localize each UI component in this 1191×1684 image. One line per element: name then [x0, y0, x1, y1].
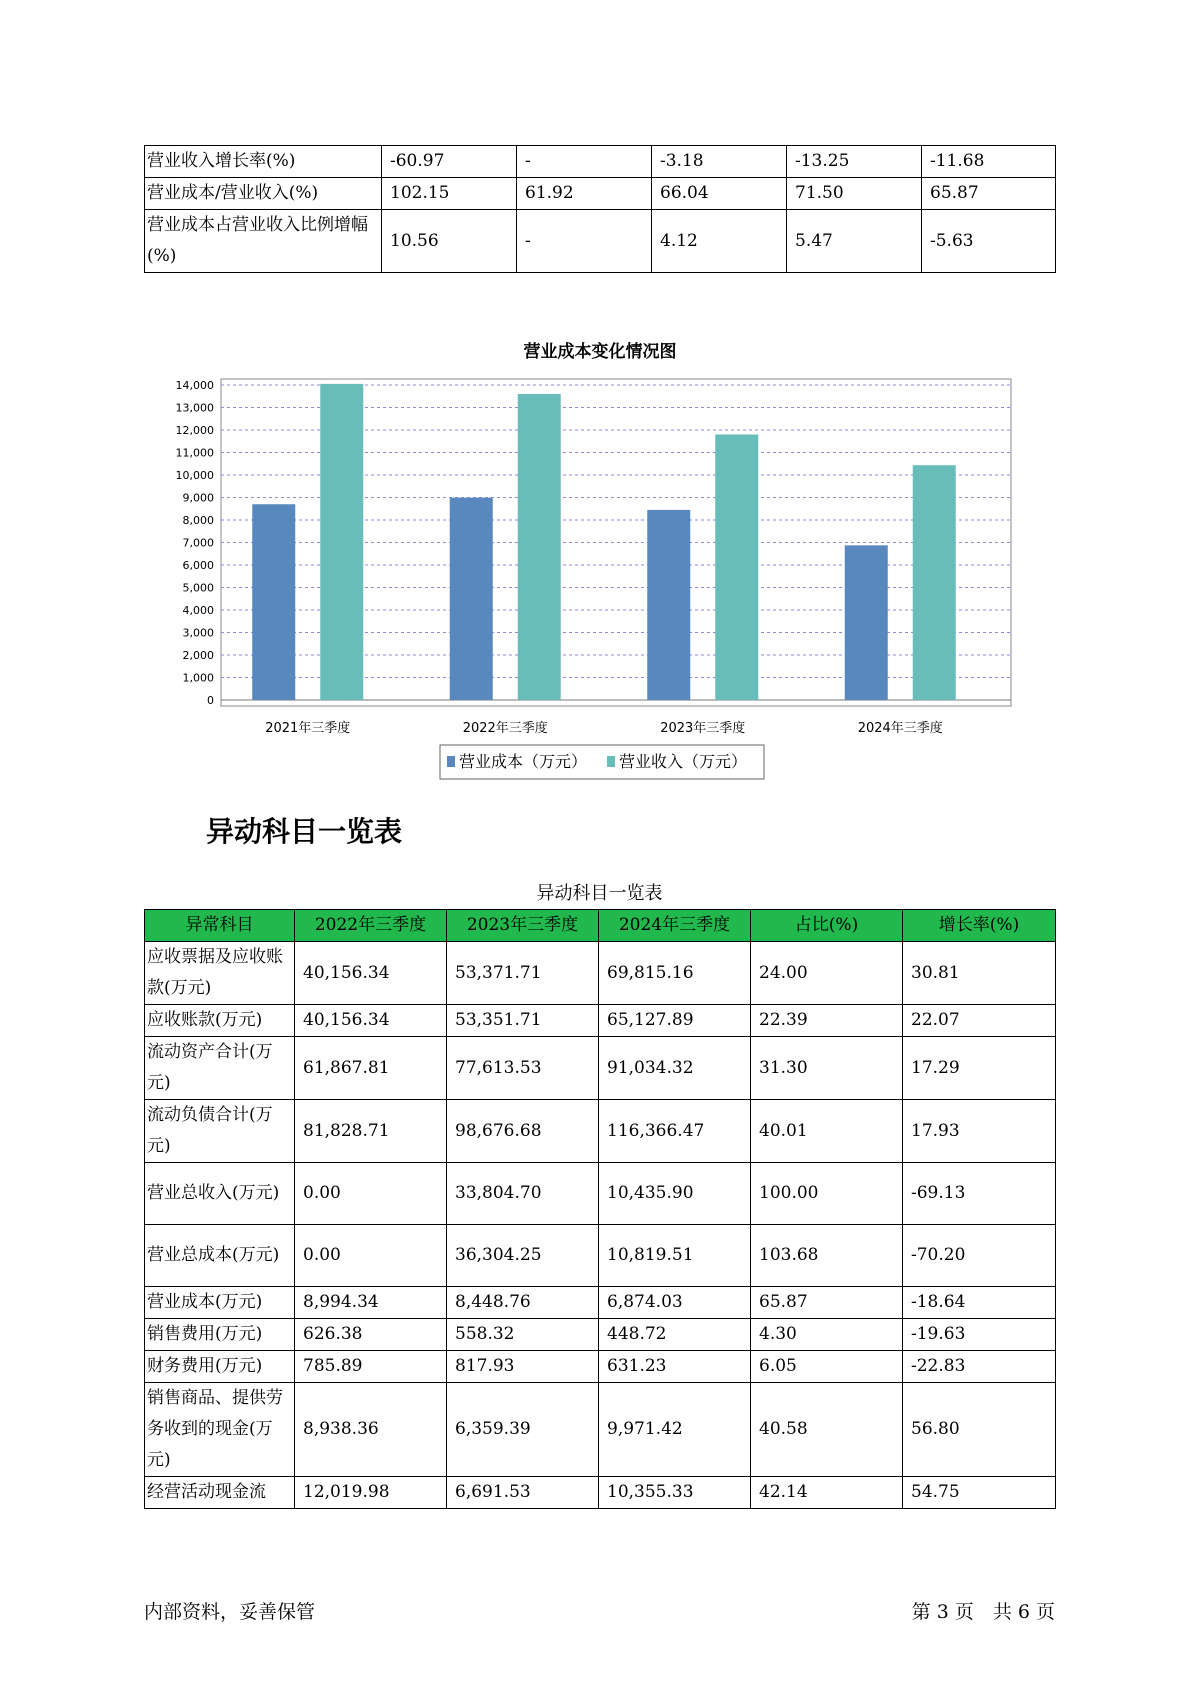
- row-label: 销售费用(万元): [145, 1319, 295, 1351]
- table-row: [145, 1100, 1056, 1163]
- row-label: 应收账款(万元): [145, 1005, 295, 1037]
- table-cell: 102.15: [382, 178, 517, 210]
- bar-revenue-2: [715, 435, 758, 701]
- table-row: [145, 1319, 1056, 1351]
- anomaly-table: [144, 909, 1056, 1509]
- table-cell: 103.68: [751, 1225, 903, 1287]
- table-cell: 10.56: [382, 210, 517, 273]
- table-cell: 785.89: [295, 1351, 447, 1383]
- y-tick-label: 0: [207, 694, 214, 707]
- chart-legend: [440, 745, 764, 779]
- row-label: 流动负债合计(万元): [145, 1100, 295, 1163]
- table-row: [145, 1351, 1056, 1383]
- footer-confidential: 内部资料，妥善保管: [144, 1601, 316, 1623]
- table-cell: 6.05: [751, 1351, 903, 1383]
- table-cell: 40,156.34: [295, 1005, 447, 1037]
- table-cell: 12,019.98: [295, 1477, 447, 1509]
- table-cell: 5.47: [787, 210, 922, 273]
- header-cell: 2023年三季度: [447, 910, 599, 942]
- table-cell: 81,828.71: [295, 1100, 447, 1163]
- x-category-label: 2021年三季度: [265, 721, 351, 736]
- table-cell: 0.00: [295, 1225, 447, 1287]
- table-cell: 61.92: [517, 178, 652, 210]
- table-cell: -60.97: [382, 146, 517, 178]
- chart-title: 营业成本变化情况图: [523, 342, 677, 362]
- y-tick-label: 2,000: [182, 649, 214, 662]
- y-tick-label: 6,000: [182, 559, 214, 572]
- legend-label-cost: 营业成本（万元）: [459, 752, 588, 771]
- footer-page-number: 第 3 页 共 6 页: [911, 1601, 1055, 1623]
- table-cell: 40.01: [751, 1100, 903, 1163]
- table-row: [145, 178, 1056, 210]
- bar-cost-1: [450, 498, 493, 700]
- y-tick-label: 12,000: [175, 424, 214, 437]
- bar-cost-3: [845, 545, 888, 700]
- cost-chart: [144, 325, 1055, 785]
- bar-revenue-1: [518, 394, 561, 700]
- y-tick-label: 7,000: [182, 536, 214, 550]
- table-row: [145, 1225, 1056, 1287]
- row-label: 营业收入增长率(%): [145, 146, 382, 178]
- table-caption: 异动科目一览表: [536, 883, 663, 904]
- table-cell: 631.23: [599, 1351, 751, 1383]
- table-cell: 40.58: [751, 1383, 903, 1477]
- table-cell: 8,994.34: [295, 1287, 447, 1319]
- bar-revenue-0: [320, 384, 363, 700]
- table-cell: 53,351.71: [447, 1005, 599, 1037]
- bar-revenue-3: [913, 465, 956, 700]
- table-cell: 10,435.90: [599, 1163, 751, 1225]
- section-heading: 异动科目一览表: [206, 815, 403, 848]
- table-cell: -11.68: [922, 146, 1056, 178]
- row-label: 营业总成本(万元): [145, 1225, 295, 1287]
- y-tick-label: 14,000: [175, 379, 214, 392]
- table-cell: 448.72: [599, 1319, 751, 1351]
- table-cell: 65.87: [922, 178, 1056, 210]
- table-cell: 8,448.76: [447, 1287, 599, 1319]
- table-cell: -69.13: [903, 1163, 1056, 1225]
- legend-swatch-revenue: [607, 756, 615, 767]
- bar-cost-2: [647, 510, 690, 700]
- y-tick-label: 4,000: [182, 604, 214, 617]
- table-row: [145, 1163, 1056, 1225]
- table-cell: 66.04: [652, 178, 787, 210]
- row-label: 营业成本(万元): [145, 1287, 295, 1319]
- table-header-row: [145, 910, 1056, 942]
- y-tick-label: 11,000: [175, 446, 214, 460]
- ratio-table: [144, 145, 1056, 273]
- table-cell: -18.64: [903, 1287, 1056, 1319]
- y-tick-label: 5,000: [182, 581, 214, 595]
- table-row: [145, 1287, 1056, 1319]
- row-label: 销售商品、提供劳务收到的现金(万元): [145, 1383, 295, 1477]
- table-cell: 30.81: [903, 942, 1056, 1005]
- table-cell: 31.30: [751, 1037, 903, 1100]
- table-row: [145, 146, 1056, 178]
- table-cell: -: [517, 210, 652, 273]
- table-cell: 17.29: [903, 1037, 1056, 1100]
- x-category-label: 2024年三季度: [857, 721, 943, 736]
- table-cell: -22.83: [903, 1351, 1056, 1383]
- table-cell: 77,613.53: [447, 1037, 599, 1100]
- table-cell: 69,815.16: [599, 942, 751, 1005]
- table-cell: 91,034.32: [599, 1037, 751, 1100]
- row-label: 应收票据及应收账款(万元): [145, 942, 295, 1005]
- table-cell: -19.63: [903, 1319, 1056, 1351]
- x-category-label: 2023年三季度: [660, 721, 746, 736]
- row-label: 财务费用(万元): [145, 1351, 295, 1383]
- y-tick-label: 13,000: [175, 401, 214, 415]
- table-row: [145, 210, 1056, 273]
- table-cell: -: [517, 146, 652, 178]
- y-tick-label: 8,000: [182, 514, 214, 527]
- table-cell: 558.32: [447, 1319, 599, 1351]
- x-category-label: 2022年三季度: [462, 721, 548, 736]
- table-row: [145, 1383, 1056, 1477]
- table-row: [145, 1477, 1056, 1509]
- table-cell: 61,867.81: [295, 1037, 447, 1100]
- row-label: 营业成本/营业收入(%): [145, 178, 382, 210]
- table-cell: 6,691.53: [447, 1477, 599, 1509]
- header-cell: 2022年三季度: [295, 910, 447, 942]
- table-cell: 33,804.70: [447, 1163, 599, 1225]
- table-cell: 4.30: [751, 1319, 903, 1351]
- table-cell: 4.12: [652, 210, 787, 273]
- row-label: 流动资产合计(万元): [145, 1037, 295, 1100]
- table-cell: 10,819.51: [599, 1225, 751, 1287]
- row-label: 营业成本占营业收入比例增幅(%): [145, 210, 382, 273]
- table-cell: 53,371.71: [447, 942, 599, 1005]
- table-cell: 98,676.68: [447, 1100, 599, 1163]
- table-row: [145, 942, 1056, 1005]
- table-cell: 100.00: [751, 1163, 903, 1225]
- table-cell: 6,359.39: [447, 1383, 599, 1477]
- y-tick-label: 1,000: [182, 671, 214, 685]
- table-cell: 9,971.42: [599, 1383, 751, 1477]
- table-cell: 817.93: [447, 1351, 599, 1383]
- table-cell: 116,366.47: [599, 1100, 751, 1163]
- legend-swatch-cost: [447, 756, 455, 767]
- table-cell: -13.25: [787, 146, 922, 178]
- table-row: [145, 1005, 1056, 1037]
- row-label: 营业总收入(万元): [145, 1163, 295, 1225]
- row-label: 经营活动现金流: [145, 1477, 295, 1509]
- table-cell: 0.00: [295, 1163, 447, 1225]
- table-cell: 56.80: [903, 1383, 1056, 1477]
- y-tick-label: 10,000: [175, 469, 214, 482]
- table-cell: -3.18: [652, 146, 787, 178]
- header-cell: 2024年三季度: [599, 910, 751, 942]
- table-cell: 71.50: [787, 178, 922, 210]
- table-cell: 24.00: [751, 942, 903, 1005]
- table-cell: 40,156.34: [295, 942, 447, 1005]
- table-cell: 8,938.36: [295, 1383, 447, 1477]
- table-cell: 65,127.89: [599, 1005, 751, 1037]
- y-tick-label: 3,000: [182, 626, 214, 640]
- y-tick-label: 9,000: [182, 491, 214, 505]
- table-cell: 65.87: [751, 1287, 903, 1319]
- table-cell: 54.75: [903, 1477, 1056, 1509]
- table-cell: 22.07: [903, 1005, 1056, 1037]
- table-cell: 626.38: [295, 1319, 447, 1351]
- table-cell: -70.20: [903, 1225, 1056, 1287]
- table-cell: 42.14: [751, 1477, 903, 1509]
- table-cell: 36,304.25: [447, 1225, 599, 1287]
- table-cell: 17.93: [903, 1100, 1056, 1163]
- header-cell: 占比(%): [751, 910, 903, 942]
- header-cell: 异常科目: [145, 910, 295, 942]
- bar-cost-0: [252, 504, 295, 700]
- cost-chart-svg: [144, 325, 1055, 785]
- table-cell: -5.63: [922, 210, 1056, 273]
- legend-label-revenue: 营业收入（万元）: [619, 752, 748, 771]
- table-cell: 10,355.33: [599, 1477, 751, 1509]
- table-row: [145, 1037, 1056, 1100]
- header-cell: 增长率(%): [903, 910, 1056, 942]
- table-cell: 22.39: [751, 1005, 903, 1037]
- table-cell: 6,874.03: [599, 1287, 751, 1319]
